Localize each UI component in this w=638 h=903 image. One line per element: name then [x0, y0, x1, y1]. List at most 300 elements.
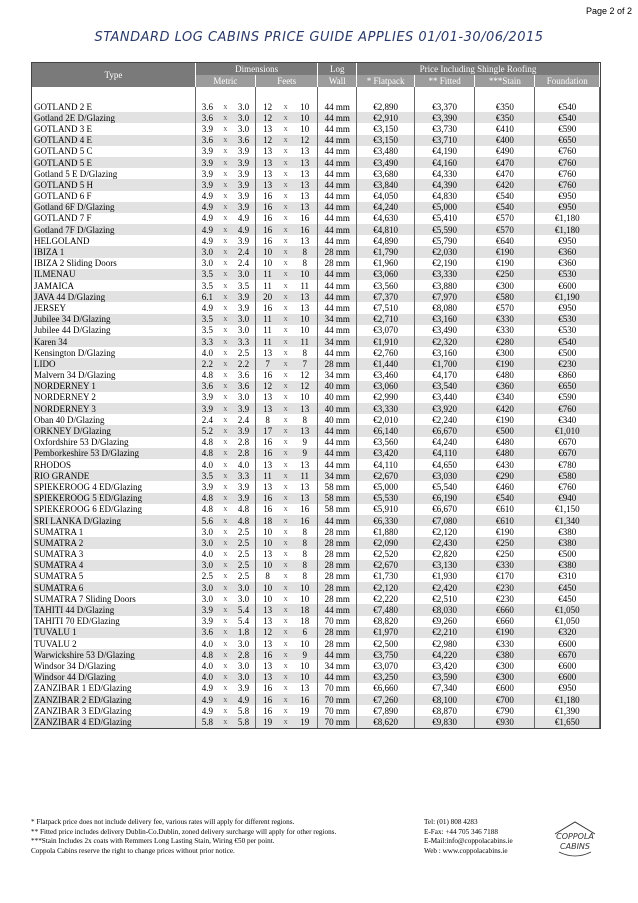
metric-width: 2.2	[195, 358, 219, 369]
feet-x: x	[279, 660, 292, 671]
feet-width: 13	[256, 616, 280, 627]
price-fitted: €2,210	[415, 627, 475, 638]
metric-width: 3.0	[195, 526, 219, 537]
cabin-type: SRI LANKA D/Glazing	[32, 515, 195, 526]
metric-x: x	[219, 493, 232, 504]
metric-x: x	[219, 448, 232, 459]
feet-width: 8	[256, 571, 280, 582]
log-wall: 44 mm	[318, 269, 357, 280]
price-foundation: €230	[535, 358, 600, 369]
log-wall: 28 mm	[318, 571, 357, 582]
metric-x: x	[219, 660, 232, 671]
log-wall: 44 mm	[318, 291, 357, 302]
feet-x: x	[279, 448, 292, 459]
feet-depth: 18	[292, 604, 318, 615]
feet-depth: 10	[292, 325, 318, 336]
cabin-type: GOTLAND 3 E	[32, 123, 195, 134]
metric-width: 3.9	[195, 168, 219, 179]
metric-width: 3.6	[195, 627, 219, 638]
table-row	[32, 146, 600, 157]
metric-x: x	[219, 537, 232, 548]
table-row	[32, 716, 600, 727]
price-stain: €480	[475, 437, 535, 448]
log-wall: 44 mm	[318, 146, 357, 157]
price-fitted: €3,540	[415, 381, 475, 392]
feet-width: 13	[256, 672, 280, 683]
table-row	[32, 370, 600, 381]
price-stain: €190	[475, 258, 535, 269]
table-row	[32, 549, 600, 560]
price-foundation: €1,180	[535, 213, 600, 224]
feet-depth: 13	[292, 146, 318, 157]
cabin-type: SUMATRA 6	[32, 582, 195, 593]
log-wall: 40 mm	[318, 381, 357, 392]
price-flatpack: €2,670	[357, 560, 415, 571]
table-row	[32, 336, 600, 347]
price-stain: €350	[475, 101, 535, 112]
metric-x: x	[219, 582, 232, 593]
feet-depth: 13	[292, 157, 318, 168]
price-fitted: €8,870	[415, 705, 475, 716]
log-wall: 28 mm	[318, 638, 357, 649]
log-wall: 34 mm	[318, 336, 357, 347]
price-flatpack: €7,510	[357, 302, 415, 313]
price-flatpack: €3,250	[357, 672, 415, 683]
price-foundation: €500	[535, 549, 600, 560]
metric-x: x	[219, 213, 232, 224]
price-foundation: €760	[535, 481, 600, 492]
metric-width: 3.5	[195, 280, 219, 291]
price-flatpack: €4,050	[357, 191, 415, 202]
cabin-type: RIO GRANDE	[32, 470, 195, 481]
price-flatpack: €1,730	[357, 571, 415, 582]
feet-depth: 19	[292, 716, 318, 727]
feet-x: x	[279, 549, 292, 560]
log-wall: 44 mm	[318, 191, 357, 202]
metric-depth: 3.9	[232, 481, 256, 492]
price-stain: €640	[475, 235, 535, 246]
feet-width: 12	[256, 101, 280, 112]
log-wall: 40 mm	[318, 414, 357, 425]
price-stain: €190	[475, 246, 535, 257]
note-flatpack: * Flatpack price does not include delivery fee, various rates will apply for different regions.	[31, 818, 295, 826]
feet-x: x	[279, 135, 292, 146]
price-flatpack: €5,530	[357, 493, 415, 504]
feet-width: 12	[256, 381, 280, 392]
log-wall: 44 mm	[318, 425, 357, 436]
feet-x: x	[279, 571, 292, 582]
feet-width: 16	[256, 493, 280, 504]
price-flatpack: €3,060	[357, 381, 415, 392]
price-fitted: €4,330	[415, 168, 475, 179]
feet-depth: 10	[292, 660, 318, 671]
note-fitted: ** Fitted price includes delivery Dublin-Co.Dublin, zoned delivery surcharge will apply for other regions.	[31, 827, 337, 836]
feet-x: x	[279, 504, 292, 515]
price-stain: €420	[475, 179, 535, 190]
feet-x: x	[279, 202, 292, 213]
feet-width: 13	[256, 481, 280, 492]
price-stain: €280	[475, 336, 535, 347]
cabin-type: TUVALU 2	[32, 638, 195, 649]
price-stain: €230	[475, 593, 535, 604]
metric-width: 4.9	[195, 683, 219, 694]
feet-width: 10	[256, 582, 280, 593]
feet-x: x	[279, 526, 292, 537]
metric-depth: 2.5	[232, 537, 256, 548]
price-fitted: €5,790	[415, 235, 475, 246]
metric-depth: 4.9	[232, 694, 256, 705]
metric-width: 4.9	[195, 213, 219, 224]
metric-x: x	[219, 705, 232, 716]
feet-width: 13	[256, 392, 280, 403]
price-flatpack: €3,330	[357, 403, 415, 414]
price-flatpack: €4,890	[357, 235, 415, 246]
price-fitted: €7,080	[415, 515, 475, 526]
price-flatpack: €6,330	[357, 515, 415, 526]
metric-x: x	[219, 672, 232, 683]
feet-x: x	[279, 224, 292, 235]
feet-depth: 13	[292, 191, 318, 202]
metric-width: 6.1	[195, 291, 219, 302]
log-wall: 40 mm	[318, 403, 357, 414]
price-stain: €540	[475, 202, 535, 213]
feet-depth: 13	[292, 683, 318, 694]
feet-depth: 8	[292, 571, 318, 582]
price-foundation: €940	[535, 493, 600, 504]
metric-depth: 3.9	[232, 168, 256, 179]
price-foundation: €600	[535, 280, 600, 291]
feet-width: 16	[256, 649, 280, 660]
feet-width: 16	[256, 224, 280, 235]
price-fitted: €3,390	[415, 112, 475, 123]
price-stain: €570	[475, 302, 535, 313]
metric-x: x	[219, 235, 232, 246]
price-fitted: €6,670	[415, 504, 475, 515]
price-foundation: €380	[535, 560, 600, 571]
log-wall: 28 mm	[318, 246, 357, 257]
table-row	[32, 123, 600, 134]
price-fitted: €8,080	[415, 302, 475, 313]
metric-depth: 3.0	[232, 660, 256, 671]
feet-depth: 13	[292, 291, 318, 302]
price-table-container	[31, 62, 601, 729]
metric-x: x	[219, 649, 232, 660]
metric-width: 3.0	[195, 537, 219, 548]
price-foundation: €780	[535, 459, 600, 470]
price-stain: €790	[475, 705, 535, 716]
log-wall: 70 mm	[318, 716, 357, 727]
table-row	[32, 683, 600, 694]
feet-depth: 10	[292, 269, 318, 280]
metric-width: 4.0	[195, 660, 219, 671]
metric-width: 3.9	[195, 392, 219, 403]
metric-width: 3.5	[195, 269, 219, 280]
log-wall: 44 mm	[318, 459, 357, 470]
contact-email[interactable]: E-Mail:info@coppolacabins.ie	[424, 837, 513, 846]
price-fitted: €3,160	[415, 314, 475, 325]
feet-width: 16	[256, 448, 280, 459]
feet-x: x	[279, 314, 292, 325]
metric-width: 4.8	[195, 437, 219, 448]
feet-depth: 8	[292, 414, 318, 425]
price-flatpack: €3,070	[357, 325, 415, 336]
feet-depth: 16	[292, 213, 318, 224]
price-flatpack: €4,110	[357, 459, 415, 470]
cabin-type: Gotland 5 E D/Glazing	[32, 168, 195, 179]
cabin-type: SUMATRA 7 Sliding Doors	[32, 593, 195, 604]
feet-width: 16	[256, 437, 280, 448]
cabin-type: Windsor 34 D/Glazing	[32, 660, 195, 671]
table-row	[32, 135, 600, 146]
price-flatpack: €3,560	[357, 280, 415, 291]
price-stain: €470	[475, 157, 535, 168]
feet-depth: 16	[292, 694, 318, 705]
price-foundation: €1,150	[535, 504, 600, 515]
metric-depth: 3.9	[232, 157, 256, 168]
table-row	[32, 258, 600, 269]
cabin-type: Windsor 44 D/Glazing	[32, 672, 195, 683]
feet-depth: 13	[292, 235, 318, 246]
price-foundation: €1,340	[535, 515, 600, 526]
cabin-type: NORDERNEY 1	[32, 381, 195, 392]
spacer-row	[32, 87, 600, 101]
price-fitted: €3,730	[415, 123, 475, 134]
price-foundation: €760	[535, 168, 600, 179]
price-fitted: €2,240	[415, 414, 475, 425]
price-foundation: €600	[535, 672, 600, 683]
feet-depth: 13	[292, 302, 318, 313]
metric-depth: 1.8	[232, 627, 256, 638]
price-stain: €300	[475, 347, 535, 358]
feet-width: 10	[256, 537, 280, 548]
log-wall: 44 mm	[318, 123, 357, 134]
feet-width: 20	[256, 291, 280, 302]
price-stain: €490	[475, 146, 535, 157]
feet-width: 16	[256, 370, 280, 381]
price-fitted: €9,260	[415, 616, 475, 627]
contact-web[interactable]: Web : www.coppolacabins.ie	[424, 846, 508, 855]
metric-depth: 3.6	[232, 381, 256, 392]
price-fitted: €7,340	[415, 683, 475, 694]
feet-x: x	[279, 470, 292, 481]
price-stain: €580	[475, 291, 535, 302]
metric-x: x	[219, 123, 232, 134]
cabin-type: GOTLAND 2 E	[32, 101, 195, 112]
metric-width: 4.0	[195, 549, 219, 560]
price-stain: €380	[475, 649, 535, 660]
feet-width: 10	[256, 526, 280, 537]
metric-x: x	[219, 515, 232, 526]
price-foundation: €1,190	[535, 291, 600, 302]
log-wall: 28 mm	[318, 526, 357, 537]
metric-width: 4.8	[195, 493, 219, 504]
metric-x: x	[219, 168, 232, 179]
metric-depth: 3.0	[232, 314, 256, 325]
price-fitted: €5,410	[415, 213, 475, 224]
log-wall: 28 mm	[318, 560, 357, 571]
price-fitted: €4,240	[415, 437, 475, 448]
feet-width: 16	[256, 202, 280, 213]
price-fitted: €2,190	[415, 258, 475, 269]
price-fitted: €4,650	[415, 459, 475, 470]
feet-x: x	[279, 649, 292, 660]
log-wall: 34 mm	[318, 370, 357, 381]
table-row	[32, 213, 600, 224]
metric-depth: 3.6	[232, 370, 256, 381]
feet-depth: 9	[292, 649, 318, 660]
metric-depth: 2.5	[232, 347, 256, 358]
metric-x: x	[219, 604, 232, 615]
log-wall: 44 mm	[318, 604, 357, 615]
cabin-type: SUMATRA 3	[32, 549, 195, 560]
cabin-type: JAVA 44 D/Glazing	[32, 291, 195, 302]
metric-x: x	[219, 101, 232, 112]
price-flatpack: €1,880	[357, 526, 415, 537]
log-wall: 34 mm	[318, 660, 357, 671]
price-fitted: €3,490	[415, 325, 475, 336]
price-flatpack: €4,630	[357, 213, 415, 224]
metric-depth: 2.4	[232, 258, 256, 269]
feet-x: x	[279, 705, 292, 716]
price-stain: €700	[475, 694, 535, 705]
cabin-type: GOTLAND 7 F	[32, 213, 195, 224]
metric-width: 4.8	[195, 370, 219, 381]
feet-depth: 13	[292, 179, 318, 190]
price-flatpack: €1,960	[357, 258, 415, 269]
table-row	[32, 660, 600, 671]
log-wall: 44 mm	[318, 202, 357, 213]
price-fitted: €3,590	[415, 672, 475, 683]
price-flatpack: €8,820	[357, 616, 415, 627]
log-wall: 34 mm	[318, 470, 357, 481]
price-foundation: €530	[535, 269, 600, 280]
metric-width: 4.8	[195, 649, 219, 660]
metric-width: 3.3	[195, 336, 219, 347]
metric-x: x	[219, 571, 232, 582]
metric-width: 4.0	[195, 347, 219, 358]
metric-width: 3.9	[195, 604, 219, 615]
cabin-type: Kensington D/Glazing	[32, 347, 195, 358]
metric-depth: 3.9	[232, 291, 256, 302]
cabin-type: Oxfordshire 53 D/Glazing	[32, 437, 195, 448]
cabin-type: Warwickshire 53 D/Glazing	[32, 649, 195, 660]
feet-x: x	[279, 694, 292, 705]
metric-depth: 4.0	[232, 459, 256, 470]
price-fitted: €3,710	[415, 135, 475, 146]
price-stain: €340	[475, 392, 535, 403]
price-stain: €330	[475, 325, 535, 336]
feet-x: x	[279, 302, 292, 313]
metric-depth: 3.0	[232, 112, 256, 123]
price-stain: €330	[475, 314, 535, 325]
cabin-type: Gotland 6F D/Glazing	[32, 202, 195, 213]
header-foundation: Foundation	[535, 75, 600, 87]
log-wall: 70 mm	[318, 683, 357, 694]
price-stain: €360	[475, 381, 535, 392]
price-stain: €500	[475, 425, 535, 436]
table-row	[32, 627, 600, 638]
metric-x: x	[219, 560, 232, 571]
metric-depth: 5.8	[232, 716, 256, 727]
header-price: Price Including Shingle Roofing	[357, 63, 600, 75]
feet-width: 11	[256, 280, 280, 291]
feet-depth: 11	[292, 470, 318, 481]
feet-depth: 10	[292, 672, 318, 683]
log-wall: 34 mm	[318, 314, 357, 325]
metric-x: x	[219, 549, 232, 560]
cabin-type: SUMATRA 5	[32, 571, 195, 582]
metric-x: x	[219, 414, 232, 425]
feet-depth: 10	[292, 638, 318, 649]
feet-depth: 8	[292, 347, 318, 358]
price-foundation: €580	[535, 470, 600, 481]
feet-depth: 12	[292, 135, 318, 146]
log-wall: 44 mm	[318, 437, 357, 448]
metric-width: 4.9	[195, 224, 219, 235]
table-row	[32, 314, 600, 325]
feet-width: 13	[256, 168, 280, 179]
table-row	[32, 381, 600, 392]
metric-depth: 4.8	[232, 515, 256, 526]
price-foundation: €1,010	[535, 425, 600, 436]
feet-x: x	[279, 336, 292, 347]
feet-x: x	[279, 537, 292, 548]
metric-width: 4.9	[195, 235, 219, 246]
price-flatpack: €4,240	[357, 202, 415, 213]
price-fitted: €1,930	[415, 571, 475, 582]
price-foundation: €360	[535, 246, 600, 257]
table-row	[32, 448, 600, 459]
price-fitted: €2,120	[415, 526, 475, 537]
table-row	[32, 515, 600, 526]
cabin-type: Oban 40 D/Glazing	[32, 414, 195, 425]
price-stain: €250	[475, 269, 535, 280]
feet-x: x	[279, 459, 292, 470]
metric-width: 4.9	[195, 191, 219, 202]
price-stain: €460	[475, 481, 535, 492]
price-foundation: €1,050	[535, 616, 600, 627]
price-table-body	[32, 87, 600, 728]
log-wall: 44 mm	[318, 168, 357, 179]
price-stain: €350	[475, 112, 535, 123]
price-flatpack: €8,620	[357, 716, 415, 727]
metric-x: x	[219, 336, 232, 347]
cabin-type: Jubilee 44 D/Glazing	[32, 325, 195, 336]
feet-depth: 13	[292, 493, 318, 504]
feet-x: x	[279, 493, 292, 504]
metric-x: x	[219, 112, 232, 123]
price-stain: €610	[475, 504, 535, 515]
feet-x: x	[279, 672, 292, 683]
log-wall: 58 mm	[318, 481, 357, 492]
log-wall: 28 mm	[318, 537, 357, 548]
metric-depth: 4.9	[232, 224, 256, 235]
feet-x: x	[279, 280, 292, 291]
metric-x: x	[219, 246, 232, 257]
metric-width: 3.0	[195, 582, 219, 593]
cabin-type: ZANZIBAR 1 ED/Glazing	[32, 683, 195, 694]
price-stain: €330	[475, 560, 535, 571]
metric-depth: 3.9	[232, 179, 256, 190]
feet-width: 11	[256, 325, 280, 336]
metric-depth: 3.9	[232, 235, 256, 246]
metric-depth: 4.8	[232, 504, 256, 515]
log-wall: 44 mm	[318, 325, 357, 336]
price-stain: €300	[475, 660, 535, 671]
price-flatpack: €5,910	[357, 504, 415, 515]
table-row	[32, 224, 600, 235]
metric-depth: 2.8	[232, 448, 256, 459]
